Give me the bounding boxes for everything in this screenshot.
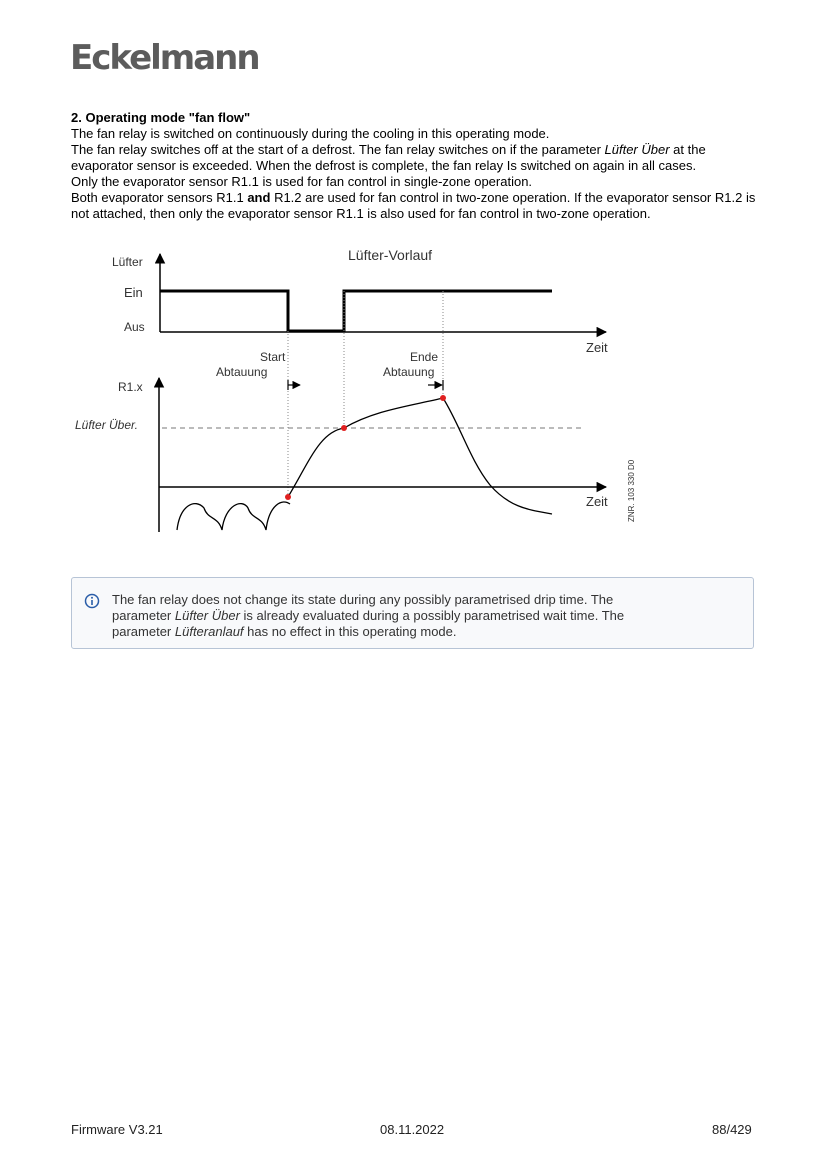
operating-mode-section <box>71 110 771 222</box>
reference-code: ZNR. 103 330 D0 <box>627 459 636 522</box>
paragraph-3: Only the evaporator sensor R1.1 is used for fan control in single-zone operation. <box>71 174 533 189</box>
sensor-axis-label: R1.x <box>118 380 143 394</box>
point-threshold-exceeded <box>341 425 347 431</box>
x-axis-label-top: Zeit <box>586 340 608 355</box>
fan-flow-diagram <box>70 240 650 540</box>
level-on-label: Ein <box>124 285 143 300</box>
level-off-label: Aus <box>124 320 145 334</box>
threshold-label: Lüfter Über. <box>75 418 138 432</box>
point-defrost-start <box>285 494 291 500</box>
paragraph-2-text-a: The fan relay switches off at the start of a defrost. The fan relay switches on if the parameter <box>71 142 605 157</box>
note-line-3-a: parameter <box>112 624 175 639</box>
end-label-2: Abtauung <box>383 365 435 379</box>
note-line-2 <box>112 608 732 624</box>
section-heading: 2. Operating mode "fan flow" <box>71 110 251 125</box>
param-luefter-ueber: Lüfter Über <box>604 142 670 157</box>
paragraph-4-text-b: R1.2 are used for fan control in two-zone operation. If the evaporator sensor R1.2 is not attached, then only the evaporator sensor R1.1 is also used for fan control in two-zone operation. <box>71 190 756 221</box>
cooling-cycles-curve <box>177 502 290 530</box>
paragraph-4 <box>71 190 771 222</box>
paragraph-4-text-a: Both evaporator sensors R1.1 <box>71 190 248 205</box>
info-icon <box>84 593 100 609</box>
start-label-1: Start <box>260 350 286 364</box>
point-defrost-end <box>440 395 446 401</box>
bold-and: and <box>247 190 271 205</box>
company-logo: Eckelmann <box>70 38 259 78</box>
end-marker-arrow <box>428 380 443 390</box>
defrost-temperature-curve <box>288 398 552 514</box>
note-line-3-b: has no effect in this operating mode. <box>243 624 457 639</box>
paragraph-1: The fan relay is switched on continuously during the cooling in this operating mode. <box>71 126 550 141</box>
footer-firmware: Firmware V3.21 <box>71 1122 163 1137</box>
fan-axis-label: Lüfter <box>112 255 143 269</box>
start-marker-arrow <box>288 380 300 390</box>
end-label-1: Ende <box>410 350 439 364</box>
info-note <box>71 577 754 649</box>
note-text <box>112 592 732 640</box>
note-line-1: The fan relay does not change its state during any possibly parametrised drip time. The <box>112 592 614 607</box>
note-line-3 <box>112 624 732 640</box>
note-line-2-a: parameter <box>112 608 175 623</box>
fan-state-line <box>160 291 552 331</box>
paragraph-2 <box>71 142 771 174</box>
x-axis-label-bottom: Zeit <box>586 494 608 509</box>
diagram-title: Lüfter-Vorlauf <box>348 247 433 263</box>
note-param-luefteranlauf: Lüfteranlauf <box>174 624 244 639</box>
paragraph-2-text-b: at the evaporator sensor is exceeded. When the defrost is complete, the fan relay Is switched on again in all cases. <box>71 142 706 173</box>
footer-page-number: 88/429 <box>712 1122 752 1137</box>
start-label-2: Abtauung <box>216 365 268 379</box>
note-param-luefter-ueber: Lüfter Über <box>174 608 240 623</box>
note-line-2-b: is already evaluated during a possibly parametrised wait time. The <box>239 608 625 623</box>
footer-date: 08.11.2022 <box>380 1122 445 1137</box>
